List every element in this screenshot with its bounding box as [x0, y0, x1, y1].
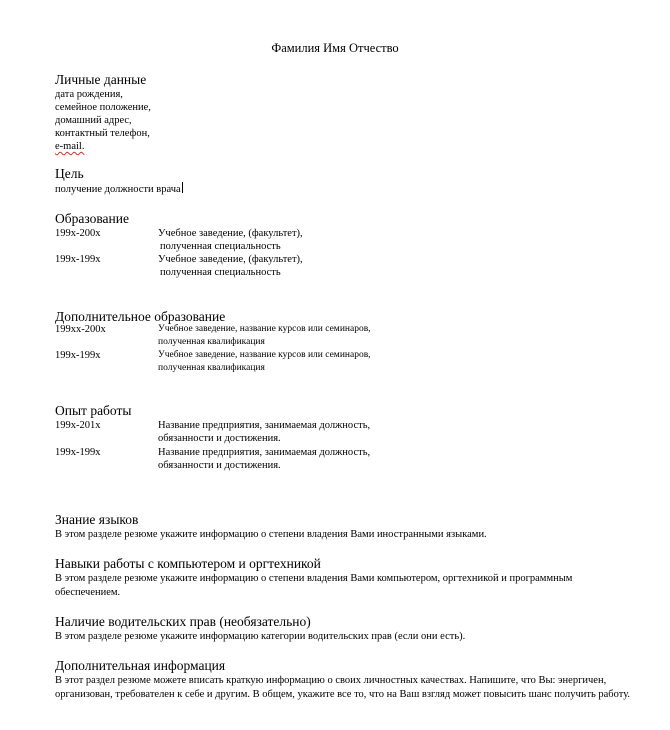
additional-education-desc-1-line1: Учебное заведение, название курсов или семинаров,	[158, 324, 371, 334]
additional-education-heading: Дополнительное образование	[55, 309, 226, 324]
education-dates-2: 199х-199х	[55, 254, 101, 265]
personal-line-marital: семейное положение,	[55, 102, 151, 113]
resume-name-title: Фамилия Имя Отчество	[271, 41, 399, 55]
personal-line-birthdate: дата рождения,	[55, 89, 123, 100]
additional-education-desc-2-line1: Учебное заведение, название курсов или семинаров,	[158, 350, 371, 360]
education-heading: Образование	[55, 211, 129, 226]
personal-line-phone: контактный телефон,	[55, 128, 150, 139]
education-desc-2-line1: Учебное заведение, (факультет),	[158, 254, 303, 265]
goal-heading: Цель	[55, 166, 84, 181]
personal-line-address: домашний адрес,	[55, 115, 132, 126]
goal-text-value: получение должности врача	[55, 184, 181, 195]
additional-education-desc-1-line2: полученная квалификация	[158, 337, 265, 347]
personal-line-email: e-mail.	[55, 141, 85, 152]
languages-heading: Знание языков	[55, 512, 139, 527]
license-heading: Наличие водительских прав (необязательно)	[55, 614, 311, 629]
experience-dates-1: 199х-201х	[55, 420, 101, 431]
experience-dates-2: 199х-199х	[55, 447, 101, 458]
education-desc-2-line2: полученная специальность	[160, 267, 281, 278]
education-desc-1-line1: Учебное заведение, (факультет),	[158, 228, 303, 239]
extra-text: В этот раздел резюме можете вписать краткую информацию о своих личностных качествах. Напишите, что Вы: энергичен, организован, требователен к себе и другим. В общем, укажите все то, что на Ваш взгляд может повысить шанс получить работу.	[55, 675, 631, 700]
goal-text[interactable]	[55, 182, 183, 196]
text-cursor	[182, 182, 184, 193]
computer-text: В этом разделе резюме укажите информацию о степени владения Вами компьютером, оргтехникой и программным обеспечением.	[55, 573, 573, 598]
education-desc-1-line2: полученная специальность	[160, 241, 281, 252]
languages-text: В этом разделе резюме укажите информацию о степени владения Вами иностранными языками.	[55, 529, 487, 540]
license-text: В этом разделе резюме укажите информацию категории водительских прав (если они есть).	[55, 631, 466, 642]
experience-heading: Опыт работы	[55, 403, 132, 418]
additional-education-desc-2-line2: полученная квалификация	[158, 363, 265, 373]
experience-desc-2-line2: обязанности и достижения.	[158, 460, 281, 471]
computer-heading: Навыки работы с компьютером и оргтехникой	[55, 556, 321, 571]
experience-desc-1-line1: Название предприятия, занимаемая должность,	[158, 420, 371, 431]
additional-education-dates-2: 199х-199х	[55, 350, 101, 361]
additional-education-dates-1: 199хх-200х	[55, 324, 106, 335]
personal-heading: Личные данные	[55, 72, 147, 87]
experience-desc-1-line2: обязанности и достижения.	[158, 433, 281, 444]
experience-desc-2-line1: Название предприятия, занимаемая должность,	[158, 447, 371, 458]
education-dates-1: 199х-200х	[55, 228, 101, 239]
extra-heading: Дополнительная информация	[55, 658, 226, 673]
